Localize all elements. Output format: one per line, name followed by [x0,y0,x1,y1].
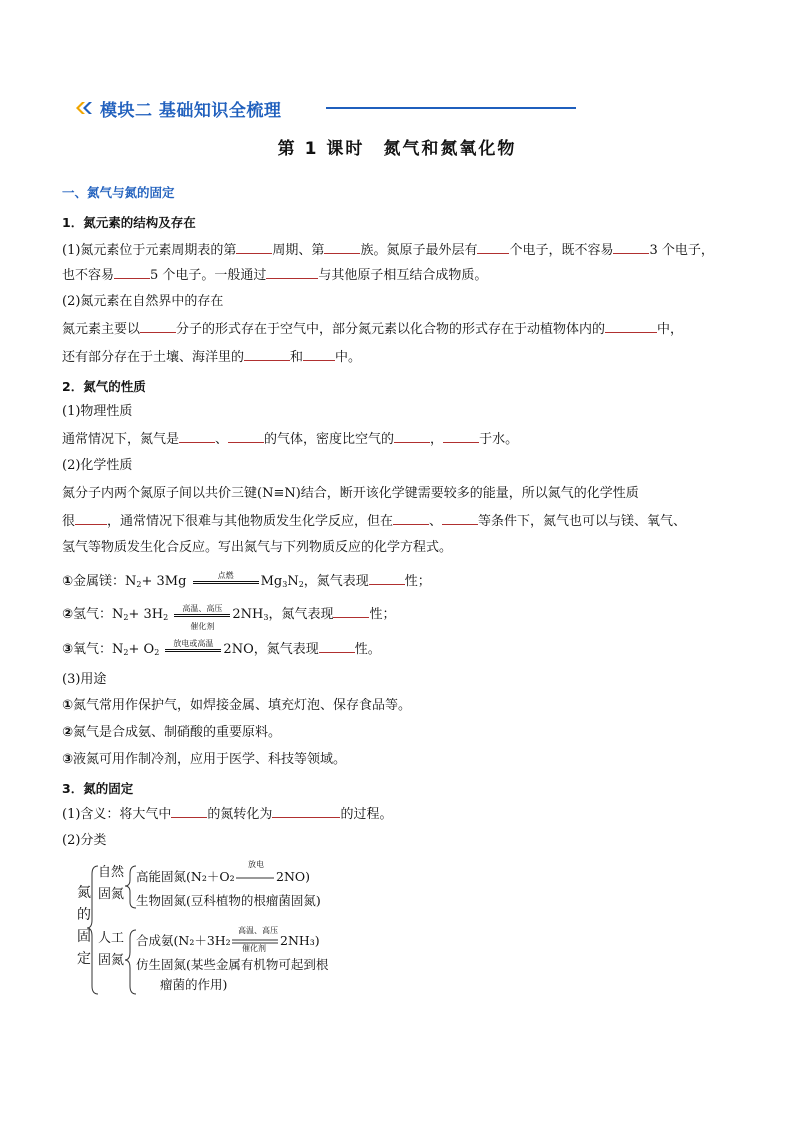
subsection-2: 2．氮气的性质 [62,379,146,394]
physical-properties-heading: (1)物理性质 [62,404,133,419]
chemical-properties-heading: (2)化学性质 [62,458,133,473]
fixation-definition: (1)含义：将大气中 的氮转化为 的过程。 [62,807,393,822]
reaction-arrow: 点燃 [191,573,261,591]
biomimetic-fixation-cont: 瘤菌的作用) [160,977,228,992]
answer-blank[interactable] [442,512,478,525]
classification-heading: (2)分类 [62,833,107,848]
high-energy-product: 2NO) [276,869,311,884]
subsection-3: 3．氮的固定 [62,781,134,796]
paragraph-existence-1: 氮元素主要以 分子的形式存在于空气中，部分氮元素以化合物的形式存在于动植物体内的 中， [62,322,684,337]
paragraph-existence-heading: (2)氮元素在自然界中的存在 [62,294,224,309]
biological-fixation: 生物固氮(豆科植物的根瘤菌固氮) [136,893,321,908]
paragraph-structure-2: 也不容易 5 个电子。一般通过 与其他原子相互结合成物质。 [62,268,488,283]
answer-blank[interactable] [228,430,264,443]
answer-blank[interactable] [140,320,176,333]
biomimetic-fixation: 仿生固氮(某些金属有机物可起到根 [136,957,329,972]
section-heading: 一、氮气与氮的固定 [62,185,175,200]
condition-label: 放电 [248,860,264,869]
answer-blank[interactable] [75,512,107,525]
reversible-arrow: 高温、高压 催化剂 [172,606,232,624]
module-divider [326,107,576,109]
answer-blank[interactable] [171,805,207,818]
ammonia-product: 2NH₃) [280,933,320,948]
answer-blank[interactable] [319,640,355,653]
answer-blank[interactable] [236,241,272,254]
high-energy-fixation: 高能固氮(N₂＋O₂ [136,869,235,884]
condition-label: 催化剂 [242,944,266,953]
answer-blank[interactable] [443,430,479,443]
natural-fixation-label: 自然 固氮 [98,865,125,902]
answer-blank[interactable] [477,241,509,254]
chemical-properties-1: 氮分子内两个氮原子间以共价三键(N≡N)结合，断开该化学键需要较多的能量，所以氮气的化学性质 [62,486,639,501]
answer-blank[interactable] [333,605,369,618]
use-item: ③液氮可用作制冷剂，应用于医学、科技等领域。 [62,752,347,767]
answer-blank[interactable] [393,512,429,525]
equation-hydrogen: ②氢气：$N_2+ 3H_2$ 高温、高压 催化剂 $2NH_3$，氮气表现 性； [62,603,396,631]
answer-blank[interactable] [179,430,215,443]
equation-oxygen: ③氧气：$N_2+ O_2$ 放电或高温 2NO，氮气表现 性。 [62,638,381,657]
answer-blank[interactable] [266,266,318,279]
answer-blank[interactable] [613,241,649,254]
answer-blank[interactable] [303,348,335,361]
uses-heading: (3)用途 [62,672,107,687]
chemical-properties-3: 氢气等物质发生化合反应。写出氮气与下列物质反应的化学方程式。 [62,540,453,555]
module-header [76,96,281,120]
use-item: ②氮气是合成氨、制硝酸的重要原料。 [62,725,282,740]
answer-blank[interactable] [244,348,290,361]
answer-blank[interactable] [369,572,405,585]
module-title: 模块二 基础知识全梳理 [100,100,282,121]
answer-blank[interactable] [605,320,657,333]
answer-blank[interactable] [324,241,360,254]
paragraph-existence-2: 还有部分存在于土壤、海洋里的 和 中。 [62,350,362,365]
paragraph-structure-1: (1)氮元素位于元素周期表的第 周期、第 族。氮原子最外层有 个电子，既不容易 3 个电子， [62,243,714,258]
use-item: ①氮气常用作保护气，如焊接金属、填充灯泡、保存食品等。 [62,698,412,713]
chemical-properties-2: 很 ，通常情况下很难与其他物质发生化学反应，但在 、 等条件下，氮气也可以与镁、氧气、 [62,514,687,529]
double-chevron-icon [76,101,96,115]
answer-blank[interactable] [272,805,340,818]
answer-blank[interactable] [114,266,150,279]
reaction-arrow: 放电或高温 [163,641,223,659]
equation-magnesium: ①金属镁：$N_2+ 3Mg$ 点燃 $Mg_3N_2$，氮气表现 性； [62,570,431,589]
condition-label: 高温、高压 [238,926,278,935]
root-label: 氮 的 固 定 [77,885,91,967]
subsection-1: 1．氮元素的结构及存在 [62,215,196,230]
artificial-fixation-label: 人工 固氮 [98,931,125,968]
fixation-classification-diagram [62,860,382,1000]
lesson-title: 第 1 课时 氮气和氮氧化物 [277,139,517,159]
ammonia-synthesis: 合成氨(N₂＋3H₂ [136,933,231,948]
answer-blank[interactable] [394,430,430,443]
physical-properties: 通常情况下，氮气是 、 的气体，密度比空气的 ， 于水。 [62,432,519,447]
